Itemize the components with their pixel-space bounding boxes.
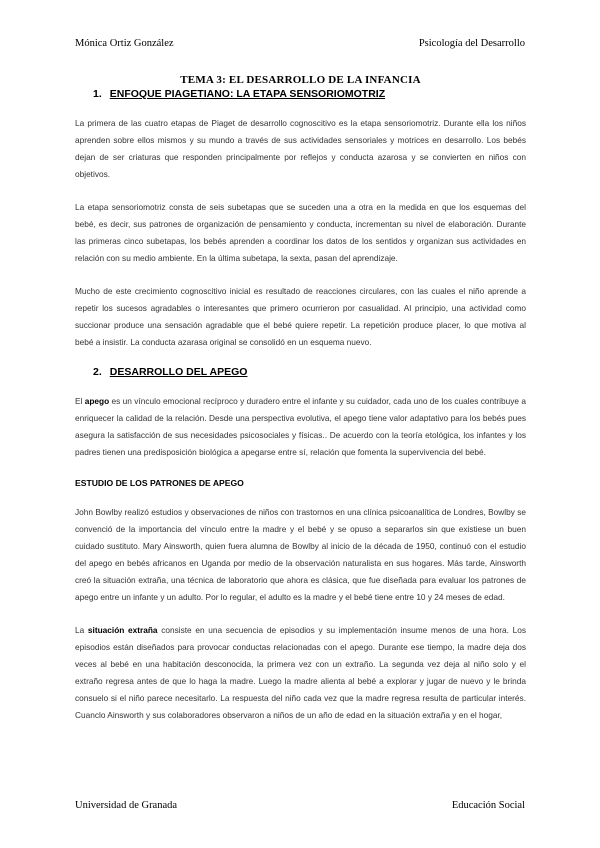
term-apego: apego (84, 396, 110, 406)
header-author: Mónica Ortiz González (75, 38, 174, 49)
section-2-number: 2. (93, 366, 102, 378)
p3-rest: consiste en una secuencia de episodios y su implementación insume menos de una hora. Los episodios están diseñados para provocar conductas relacionadas con el apego. Durante ese tiempo, la madre deja dos veces al bebé en una habitación desconocida, la primera vez con un extraño. La segunda vez deja al niño solo y el extraño regresa antes de que lo haga la madre. Luego la madre alienta al bebé a explorar y jugar de nuevo y le brinda consuelo si el niño parece necesitarlo. La respuesta del niño cada vez que la madre regresa resulta de particular interés. Cuanclo Ainsworth y sus colaboradores observaron a niños de un año de edad en la situación extraña y en el hogar, (75, 625, 526, 720)
page-footer (75, 800, 525, 811)
section-2-paragraph-1 (75, 393, 526, 461)
section-1-number: 1. (93, 88, 102, 100)
section-2-title: DESARROLLO DEL APEGO (109, 366, 248, 378)
subsection-heading: ESTUDIO DE LOS PATRONES DE APEGO (75, 478, 244, 488)
p1-rest: es un vínculo emocional recíproco y duradero entre el infante y su cuidador, cada uno de los cuales contribuye a enriquecer la calidad de la relación. Desde una perspectiva evolutiva, el apego tiene valor adaptativo para los bebés pues asegura la satisfacción de sus necesidades psicosociales y físicas.. De acuerdo con la teoría etológica, los infantes y los padres tienen una predisposición biológica a apegarse entre sí, relación que fomenta la supervivencia del bebé. (75, 396, 526, 457)
p3-lead: La (75, 625, 88, 635)
document-title: TEMA 3: EL DESARROLLO DE LA INFANCIA (180, 74, 421, 86)
section-1-heading (93, 88, 526, 100)
section-1-paragraph-2: La etapa sensoriomotriz consta de seis subetapas que se suceden una a otra en la medida en que los esquemas del bebé, es decir, sus patrones de organización de pensamiento y conducta, incrementan su nivel de elaboración. Durante las primeras cinco subetapas, los bebés aprenden a coordinar los datos de los sentidos y organizan sus actividades en relación con su medio ambiente. En la última subetapa, la sexta, pasan del aprendizaje. (75, 202, 526, 263)
document-body (75, 74, 526, 724)
section-1-paragraph-3: Mucho de este crecimiento cognoscitivo inicial es resultado de reacciones circulares, con las cuales el niño aprende a repetir los sucesos agradables o interesantes que primero ocurrieron por casualidad. Al principio, una actividad como succionar produce una sensación agradable que el bebé quiere repetir. La repetición produce placer, lo que motiva al bebé a insistir. La conducta azarasa original se consolidó en un esquema nuevo. (75, 286, 526, 347)
term-situacion-extrana: situación extraña (87, 625, 158, 635)
header-subject: Psicología del Desarrollo (418, 38, 525, 49)
page-header (75, 38, 525, 49)
p1-lead: El (75, 396, 85, 406)
section-2-heading (93, 366, 526, 378)
footer-degree: Educación Social (451, 800, 525, 811)
section-2-paragraph-3 (75, 622, 526, 724)
section-1-title: ENFOQUE PIAGETIANO: LA ETAPA SENSORIOMOTRIZ (109, 88, 386, 100)
section-2-paragraph-2: John Bowlby realizó estudios y observaciones de niños con trastornos en una clínica psicoanalítica de Londres, Bowlby se convenció de la importancia del vínculo entre la madre y el bebé y se opuso a separarlos sin que existiese un buen cuidado sustituto. Mary Ainsworth, quien fuera alumna de Bowlby al inicio de la década de 1950, continuó con el estudio del apego en bebés africanos en Uganda por medio de la observación naturalista en sus hogares. Más tarde, Ainsworth creó la situación extraña, una técnica de laboratorio que ahora es clásica, que fue diseñada para evaluar los patrones de apego entre un infante y un adulto. Por lo regular, el adulto es la madre y el bebé tiene entre 10 y 24 meses de edad. (75, 507, 526, 602)
footer-university: Universidad de Granada (75, 800, 178, 811)
section-1-paragraph-1: La primera de las cuatro etapas de Piaget de desarrollo cognoscitivo es la etapa sensoriomotriz. Durante ella los niños aprenden sobre ellos mismos y su mundo a través de sus actividades sensoriales y motrices en desarrollo. Los bebés dejan de ser criaturas que responden principalmente por reflejos y conducta azarosa y se convierten en niños con objetivos. (75, 118, 526, 179)
